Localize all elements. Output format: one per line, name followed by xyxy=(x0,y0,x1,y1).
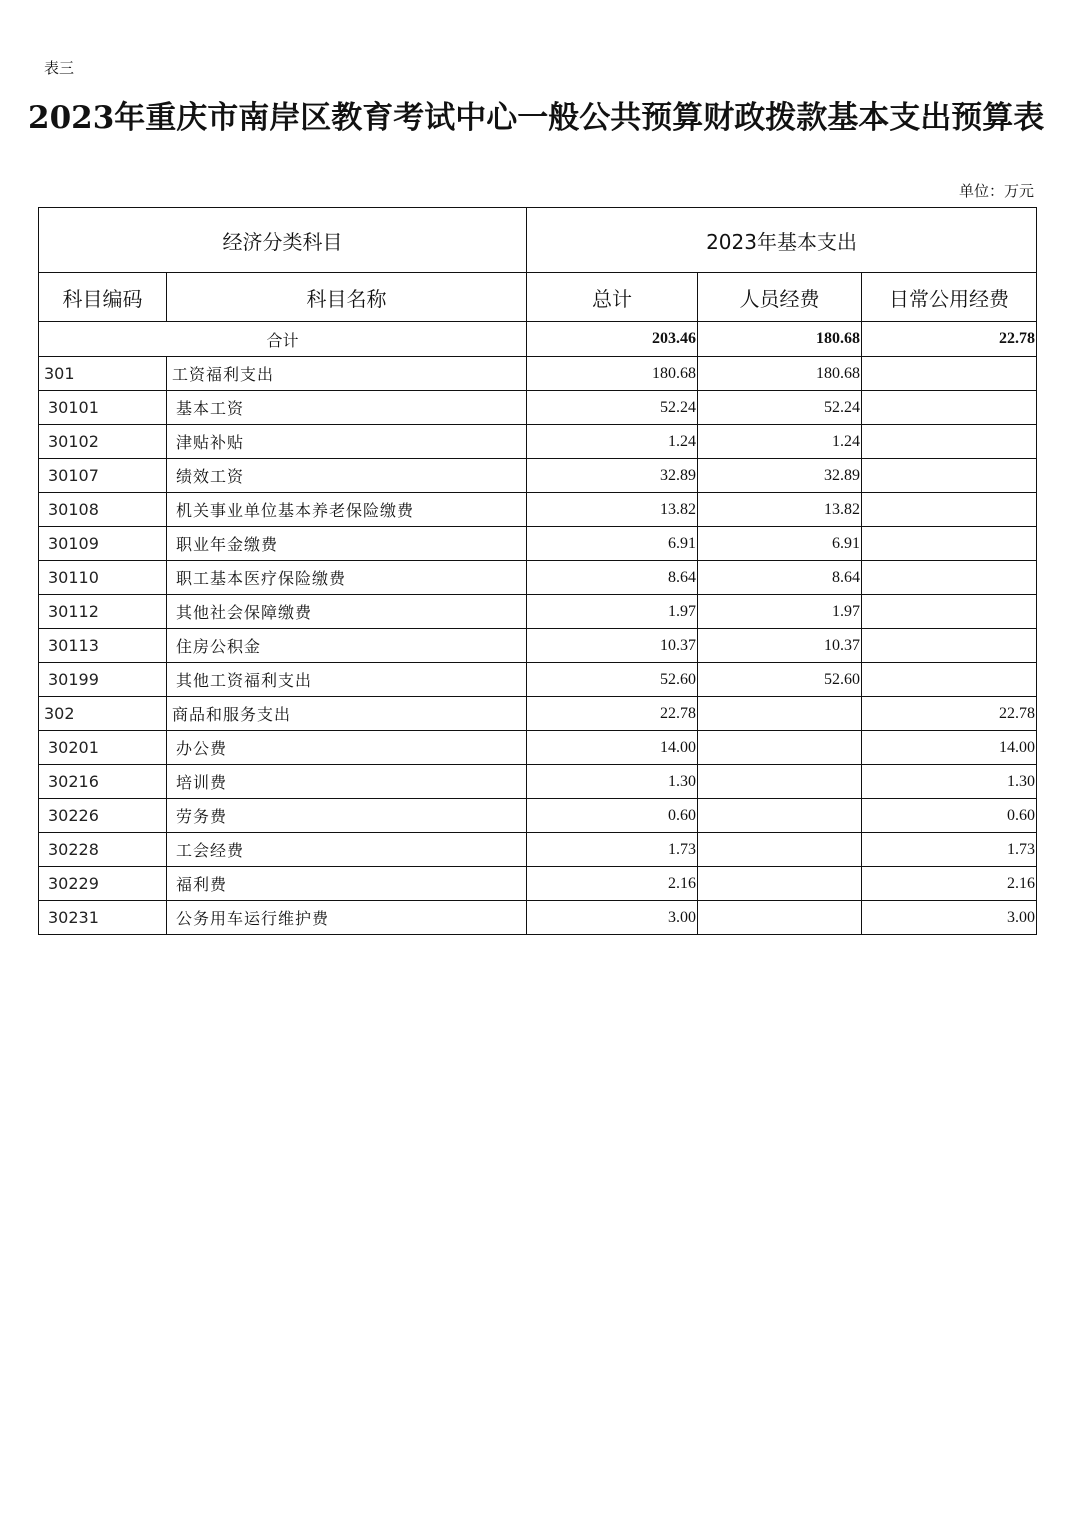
cell-code: 30199 xyxy=(39,663,167,697)
cell-name: 公务用车运行维护费 xyxy=(167,901,527,935)
cell-personnel xyxy=(698,765,862,799)
cell-name: 商品和服务支出 xyxy=(167,697,527,731)
page-title: 2023年重庆市南岸区教育考试中心一般公共预算财政拨款基本支出预算表 xyxy=(28,100,1045,136)
cell-code: 30229 xyxy=(39,867,167,901)
cell-personnel xyxy=(698,833,862,867)
title-container xyxy=(0,92,1074,140)
table-row xyxy=(39,425,1037,459)
cell-code: 30102 xyxy=(39,425,167,459)
cell-total: 2.16 xyxy=(527,867,698,901)
header-economic-classification: 经济分类科目 xyxy=(39,208,527,273)
cell-public: 22.78 xyxy=(862,697,1037,731)
budget-table xyxy=(38,207,1037,935)
header-row-columns xyxy=(39,273,1037,322)
cell-name: 其他工资福利支出 xyxy=(167,663,527,697)
cell-total: 3.00 xyxy=(527,901,698,935)
unit-label: 单位：万元 xyxy=(958,182,1034,200)
table-row xyxy=(39,663,1037,697)
cell-public xyxy=(862,391,1037,425)
cell-total: 52.60 xyxy=(527,663,698,697)
total-total: 203.46 xyxy=(527,322,698,357)
cell-personnel: 13.82 xyxy=(698,493,862,527)
cell-public: 1.30 xyxy=(862,765,1037,799)
total-label: 合计 xyxy=(39,322,527,357)
cell-personnel: 32.89 xyxy=(698,459,862,493)
total-row xyxy=(39,322,1037,357)
cell-code: 30112 xyxy=(39,595,167,629)
cell-public xyxy=(862,561,1037,595)
cell-public: 3.00 xyxy=(862,901,1037,935)
table-row xyxy=(39,765,1037,799)
cell-total: 14.00 xyxy=(527,731,698,765)
cell-name: 福利费 xyxy=(167,867,527,901)
cell-name: 机关事业单位基本养老保险缴费 xyxy=(167,493,527,527)
cell-public xyxy=(862,595,1037,629)
cell-name: 基本工资 xyxy=(167,391,527,425)
cell-total: 6.91 xyxy=(527,527,698,561)
cell-name: 职工基本医疗保险缴费 xyxy=(167,561,527,595)
cell-total: 1.73 xyxy=(527,833,698,867)
header-public: 日常公用经费 xyxy=(862,273,1037,322)
cell-total: 1.24 xyxy=(527,425,698,459)
header-total: 总计 xyxy=(527,273,698,322)
cell-public xyxy=(862,425,1037,459)
cell-name: 工会经费 xyxy=(167,833,527,867)
cell-name: 津贴补贴 xyxy=(167,425,527,459)
cell-code: 30113 xyxy=(39,629,167,663)
cell-personnel: 1.97 xyxy=(698,595,862,629)
cell-code: 30201 xyxy=(39,731,167,765)
table-row xyxy=(39,459,1037,493)
header-code: 科目编码 xyxy=(39,273,167,322)
cell-total: 52.24 xyxy=(527,391,698,425)
table-row xyxy=(39,629,1037,663)
cell-code: 302 xyxy=(39,697,167,731)
table-row xyxy=(39,799,1037,833)
cell-code: 30109 xyxy=(39,527,167,561)
cell-personnel: 1.24 xyxy=(698,425,862,459)
total-personnel: 180.68 xyxy=(698,322,862,357)
cell-public: 14.00 xyxy=(862,731,1037,765)
table-row xyxy=(39,357,1037,391)
cell-public xyxy=(862,459,1037,493)
cell-personnel: 10.37 xyxy=(698,629,862,663)
cell-public: 1.73 xyxy=(862,833,1037,867)
cell-name: 培训费 xyxy=(167,765,527,799)
header-row-group xyxy=(39,208,1037,273)
cell-public: 0.60 xyxy=(862,799,1037,833)
cell-code: 30216 xyxy=(39,765,167,799)
cell-total: 8.64 xyxy=(527,561,698,595)
cell-total: 13.82 xyxy=(527,493,698,527)
header-name: 科目名称 xyxy=(167,273,527,322)
cell-total: 1.30 xyxy=(527,765,698,799)
cell-name: 职业年金缴费 xyxy=(167,527,527,561)
table-row xyxy=(39,527,1037,561)
header-personnel: 人员经费 xyxy=(698,273,862,322)
cell-code: 30108 xyxy=(39,493,167,527)
cell-code: 30226 xyxy=(39,799,167,833)
cell-personnel xyxy=(698,799,862,833)
header-basic-expenditure: 2023年基本支出 xyxy=(527,208,1037,273)
cell-personnel: 52.24 xyxy=(698,391,862,425)
cell-code: 30110 xyxy=(39,561,167,595)
cell-total: 0.60 xyxy=(527,799,698,833)
cell-personnel xyxy=(698,867,862,901)
table-row xyxy=(39,561,1037,595)
cell-total: 10.37 xyxy=(527,629,698,663)
total-public: 22.78 xyxy=(862,322,1037,357)
cell-public xyxy=(862,493,1037,527)
cell-personnel xyxy=(698,731,862,765)
table-row xyxy=(39,493,1037,527)
cell-code: 30107 xyxy=(39,459,167,493)
cell-personnel: 52.60 xyxy=(698,663,862,697)
cell-name: 住房公积金 xyxy=(167,629,527,663)
cell-personnel: 180.68 xyxy=(698,357,862,391)
cell-personnel: 8.64 xyxy=(698,561,862,595)
cell-code: 30228 xyxy=(39,833,167,867)
cell-total: 180.68 xyxy=(527,357,698,391)
cell-total: 22.78 xyxy=(527,697,698,731)
cell-name: 其他社会保障缴费 xyxy=(167,595,527,629)
cell-public xyxy=(862,357,1037,391)
cell-code: 30101 xyxy=(39,391,167,425)
cell-name: 绩效工资 xyxy=(167,459,527,493)
cell-total: 32.89 xyxy=(527,459,698,493)
cell-personnel xyxy=(698,901,862,935)
table-row xyxy=(39,391,1037,425)
cell-code: 301 xyxy=(39,357,167,391)
cell-personnel xyxy=(698,697,862,731)
cell-name: 工资福利支出 xyxy=(167,357,527,391)
cell-total: 1.97 xyxy=(527,595,698,629)
cell-name: 劳务费 xyxy=(167,799,527,833)
table-row xyxy=(39,731,1037,765)
cell-public xyxy=(862,663,1037,697)
cell-personnel: 6.91 xyxy=(698,527,862,561)
cell-code: 30231 xyxy=(39,901,167,935)
table-row xyxy=(39,901,1037,935)
cell-public xyxy=(862,527,1037,561)
table-row xyxy=(39,595,1037,629)
cell-public xyxy=(862,629,1037,663)
table-label: 表三 xyxy=(44,59,75,77)
cell-name: 办公费 xyxy=(167,731,527,765)
table-row xyxy=(39,833,1037,867)
table-row xyxy=(39,867,1037,901)
table-row xyxy=(39,697,1037,731)
cell-public: 2.16 xyxy=(862,867,1037,901)
